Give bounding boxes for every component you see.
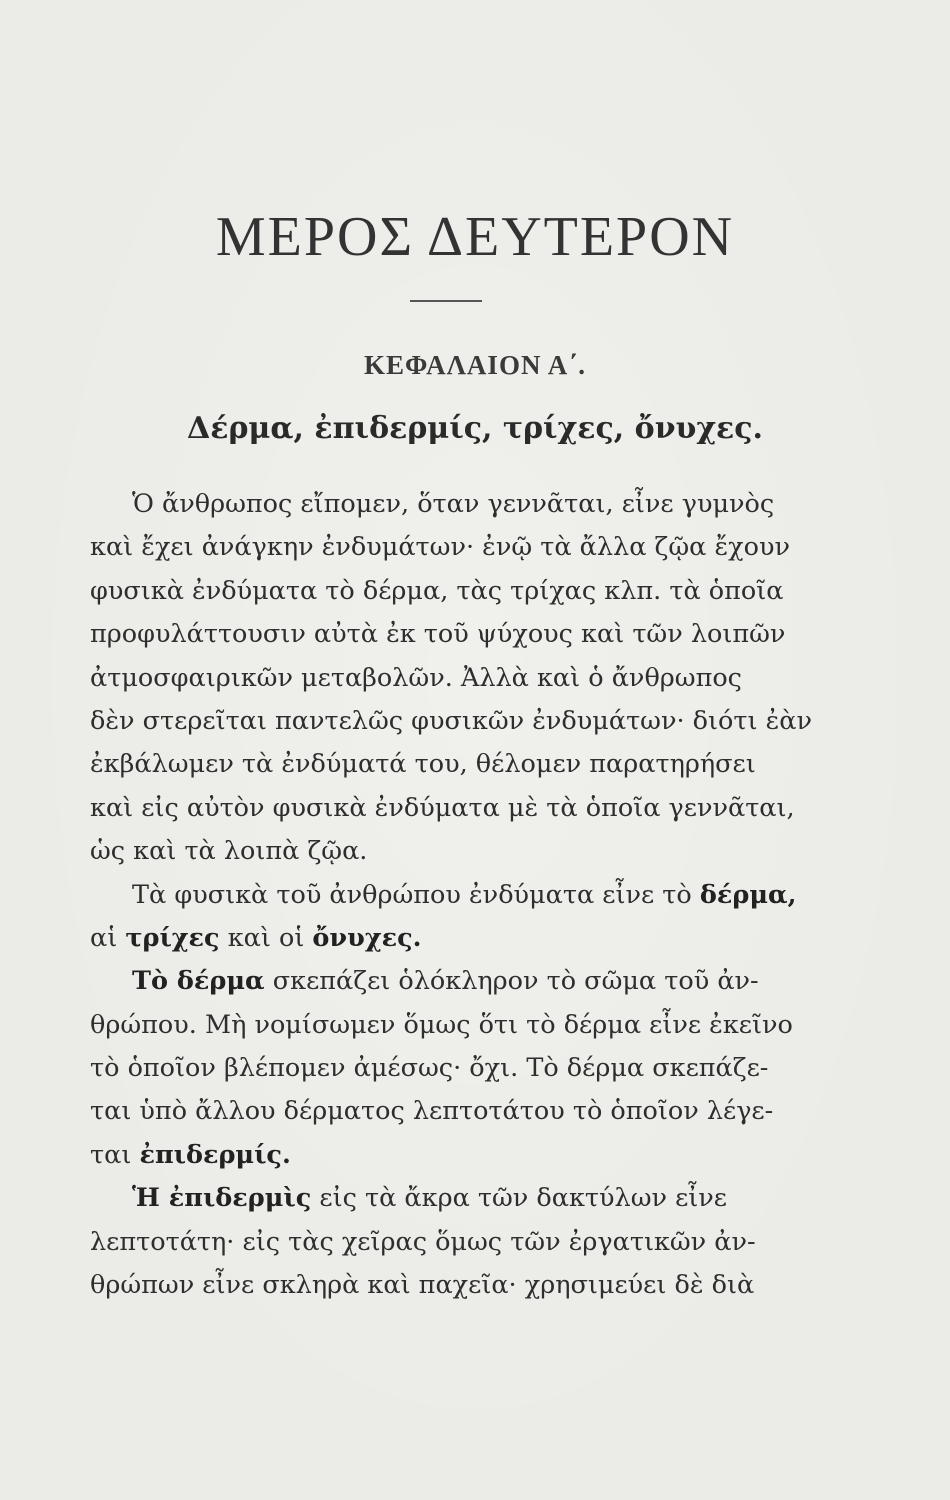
section-heading: Δέρμα, ἐπιδερμίς, τρίχες, ὄνυχες.: [186, 411, 764, 446]
bold-term: Τὸ δέρμα: [132, 966, 265, 997]
text-line: καὶ εἰς αὐτὸν φυσικὰ ἐνδύματα μὲ τὰ ὁποῖα γεννᾶται,: [90, 792, 795, 823]
text-line: καὶ ἔχει ἀνάγκην ἐνδυμάτων· ἐνῷ τὰ ἄλλα ζῷα ἔχουν: [90, 532, 790, 563]
text-line: αἱ τρίχες καὶ οἱ ὄνυχες.: [90, 922, 422, 953]
text-line: ἐκβάλωμεν τὰ ἐνδύματά του, θέλομεν παρατηρήσει: [90, 749, 756, 780]
text-line: ται ἐπιδερμίς.: [90, 1139, 291, 1170]
text-line: τὸ ὁποῖον βλέπομεν ἀμέσως· ὄχι. Τὸ δέρμα σκεπάζε-: [90, 1053, 769, 1084]
chapter-title: ΚΕΦΑΛΑΙΟΝ Α΄.: [364, 350, 586, 380]
text-line: Ἡ ἐπιδερμὶς εἰς τὰ ἄκρα τῶν δακτύλων εἶνε: [132, 1183, 728, 1214]
text-line: δὲν στερεῖται παντελῶς φυσικῶν ἐνδυμάτων· διότι ἐὰν: [90, 705, 813, 736]
text-line: Τὸ δέρμα σκεπάζει ὁλόκληρον τὸ σῶμα τοῦ ἀν-: [132, 966, 759, 997]
part-title: ΜΕΡΟΣ ΔΕΥΤΕΡΟΝ: [215, 206, 735, 268]
title-divider: [410, 300, 482, 302]
bold-term: τρίχες: [125, 922, 220, 953]
text-line: λεπτοτάτη· εἰς τὰς χεῖρας ὅμως τῶν ἐργατικῶν ἀν-: [90, 1226, 756, 1257]
text-line: φυσικὰ ἐνδύματα τὸ δέρμα, τὰς τρίχας κλπ. τὰ ὁποῖα: [90, 575, 784, 606]
body-text: [90, 483, 890, 1307]
text-line: Ὁ ἄνθρωπος εἴπομεν, ὅταν γεννᾶται, εἶνε γυμνὸς: [132, 489, 775, 519]
text-line: ἀτμοσφαιρικῶν μεταβολῶν. Ἀλλὰ καὶ ὁ ἄνθρωπος: [90, 662, 742, 693]
text-line: προφυλάττουσιν αὐτὰ ἐκ τοῦ ψύχους καὶ τῶν λοιπῶν: [90, 619, 786, 650]
text-line: θρώπου. Μὴ νομίσωμεν ὅμως ὅτι τὸ δέρμα εἶνε ἐκεῖνο: [90, 1009, 793, 1040]
text-line: ται ὑπὸ ἄλλου δέρματος λεπτοτάτου τὸ ὁποῖον λέγε-: [90, 1096, 774, 1127]
text-line: Τὰ φυσικὰ τοῦ ἀνθρώπου ἐνδύματα εἶνε τὸ δέρμα,: [132, 879, 797, 910]
bold-term: δέρμα,: [699, 879, 797, 910]
text-line: ὡς καὶ τὰ λοιπὰ ζῷα.: [90, 836, 368, 867]
bold-term: Ἡ ἐπιδερμὶς: [132, 1183, 312, 1214]
text-line: θρώπων εἶνε σκληρὰ καὶ παχεῖα· χρησιμεύει δὲ διὰ: [90, 1270, 755, 1301]
bold-term: ὄνυχες.: [312, 922, 422, 953]
bold-term: ἐπιδερμίς.: [139, 1139, 291, 1170]
